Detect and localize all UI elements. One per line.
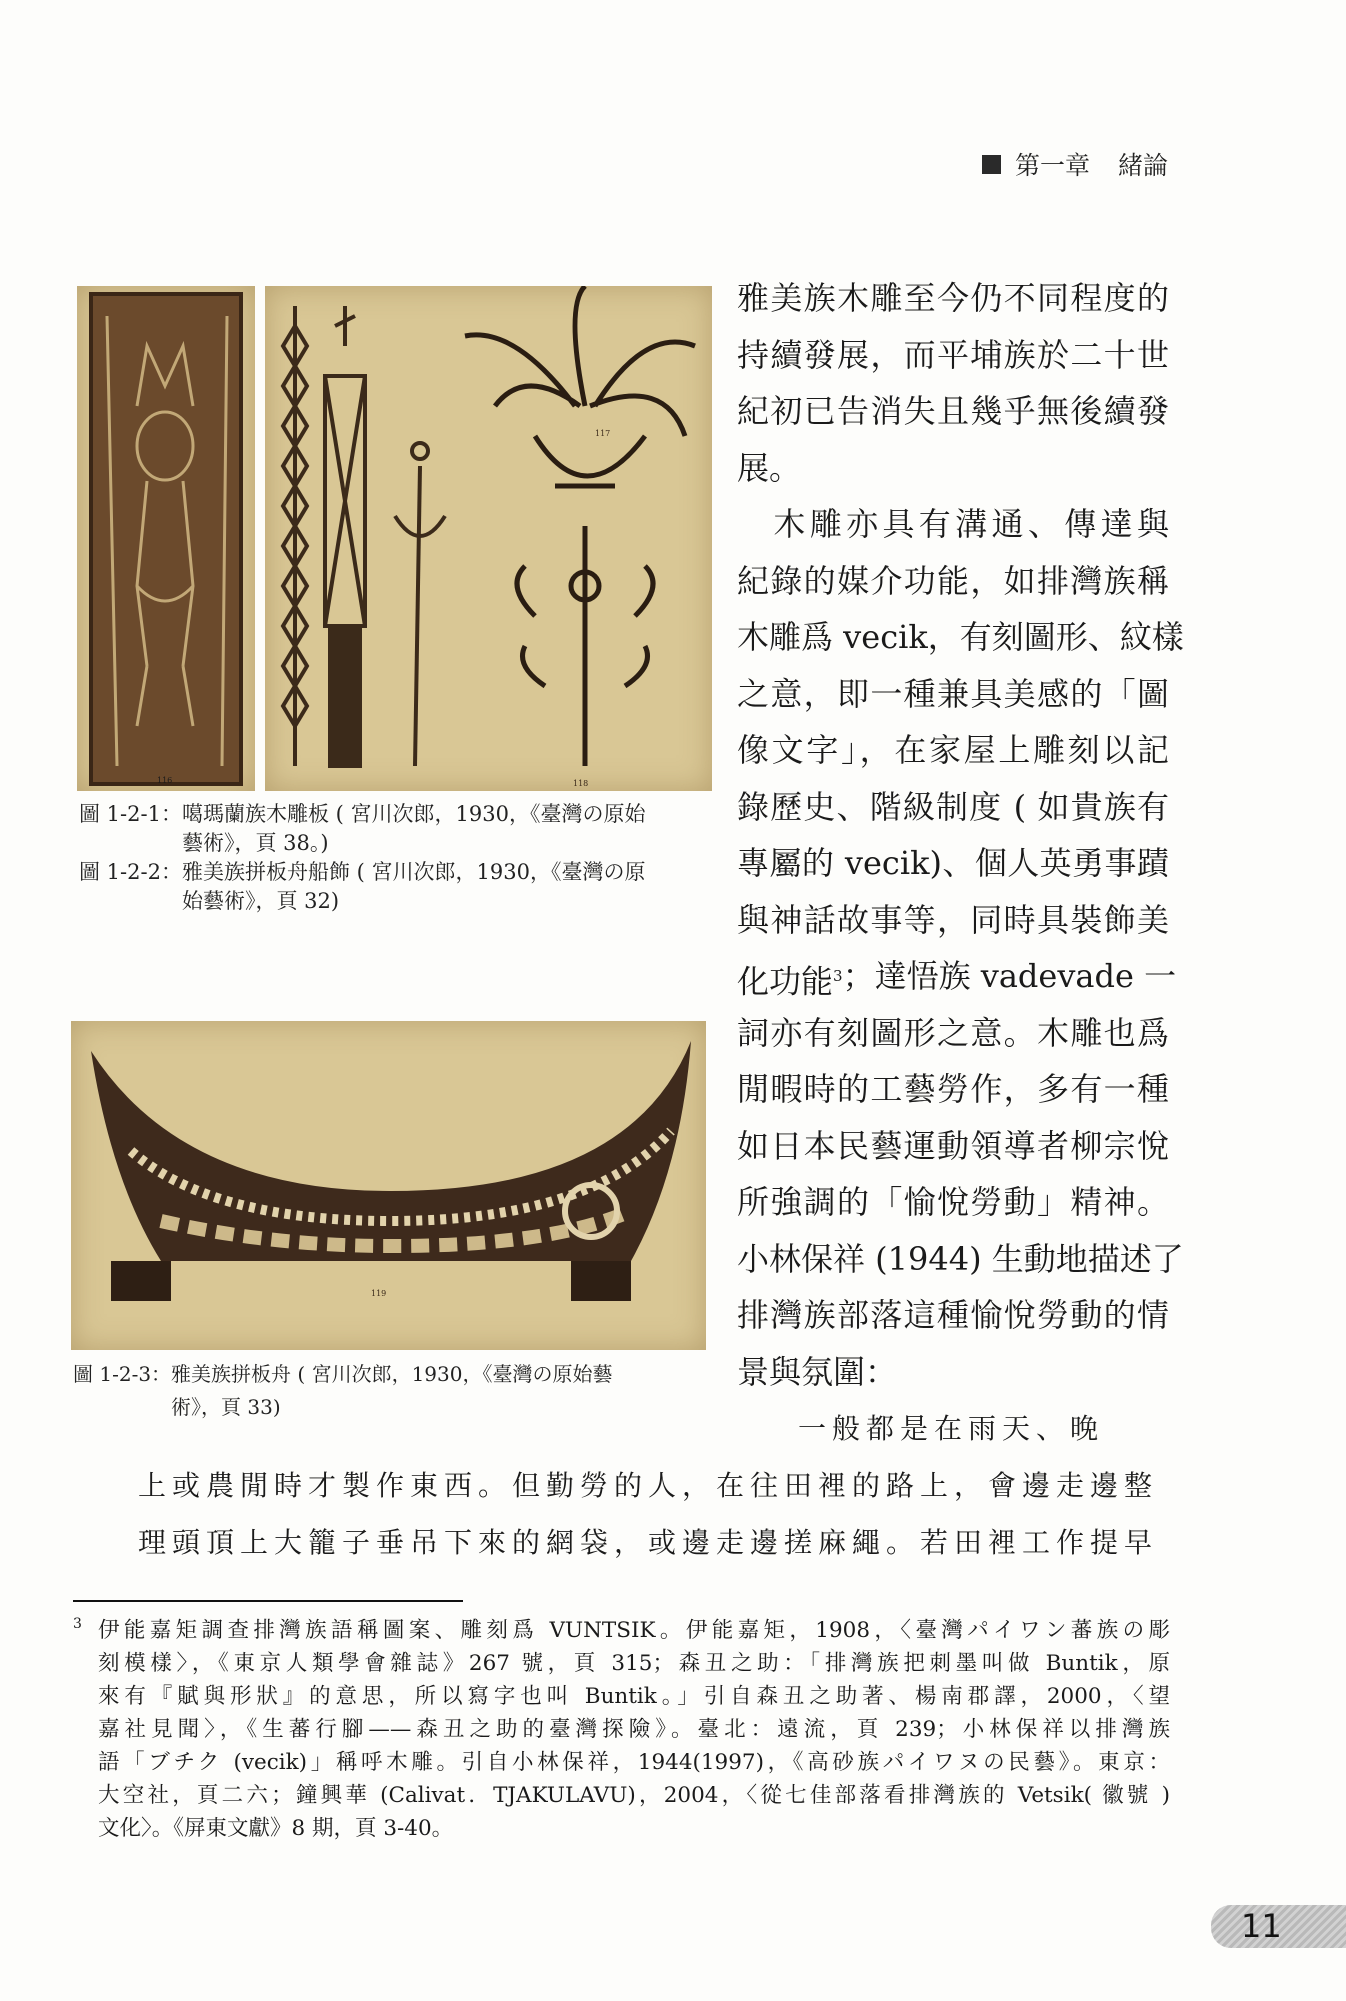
- body-line: 之意，即一種兼具美感的「圖: [737, 674, 1169, 713]
- caption-1-2-2: [79, 858, 712, 916]
- page-number: 11: [1241, 1907, 1282, 1945]
- boat-ornaments-image: [265, 286, 712, 791]
- body-line: 小林保祥 (1944) 生動地描述了: [737, 1239, 1184, 1278]
- body-line: 如日本民藝運動領導者柳宗悅: [737, 1126, 1169, 1165]
- caption-line: 藝術》，頁 38。): [181, 831, 329, 855]
- body-text-column: [737, 279, 1184, 1411]
- body-line: 紀錄的媒介功能，如排灣族稱: [737, 561, 1169, 600]
- footnote-line: 文化〉。《屏東文獻》8 期，頁 3-40。: [98, 1816, 454, 1841]
- footnote: [98, 1614, 1170, 1845]
- footnote-line: 來有『賦與形狀』的意思，所以寫字也叫 Buntik。」引自森丑之助著、楊南郡譯，2000，〈望: [98, 1684, 1170, 1709]
- figure-plank-boat: [71, 1021, 706, 1350]
- body-line: 木雕爲 vecik，有刻圖形、紋樣: [737, 618, 1184, 656]
- body-line: 持續發展，而平埔族於二十世: [737, 335, 1169, 374]
- square-bullet-icon: [982, 155, 1001, 174]
- page-number-tab: [1211, 1905, 1346, 1948]
- caption-line: 雅美族拼板舟 ( 宮川次郎，1930，《臺灣の原始藝: [171, 1362, 613, 1386]
- figure-number-116: 116: [157, 776, 173, 785]
- footnote-number: 3: [73, 1616, 82, 1632]
- caption-label: 圖 1-2-3：: [73, 1362, 172, 1386]
- running-header: [982, 146, 1168, 182]
- footnote-reference[interactable]: 3: [833, 967, 843, 985]
- block-quote: [138, 1412, 1159, 1583]
- footnote-line: 伊能嘉矩調查排灣族語稱圖案、雕刻爲 VUNTSIK。伊能嘉矩，1908，〈臺灣パイワン蕃族の彫: [98, 1618, 1170, 1643]
- caption-line: 噶瑪蘭族木雕板 ( 宮川次郎，1930，《臺灣の原始: [181, 802, 646, 826]
- caption-label: 圖 1-2-2：: [79, 860, 182, 884]
- quote-line: 理頭頂上大籠子垂吊下來的網袋，或邊走邊搓麻繩。若田裡工作提早: [138, 1526, 1159, 1559]
- caption-label: 圖 1-2-1：: [79, 802, 182, 826]
- body-line: 閒暇時的工藝勞作，多有一種: [737, 1070, 1169, 1108]
- body-line: 排灣族部落這種愉悅勞動的情: [737, 1296, 1169, 1334]
- caption-line: 術》，頁 33): [171, 1395, 281, 1419]
- figure-number-117: 117: [595, 429, 611, 438]
- quote-line: 上或農閒時才製作東西。但勤勞的人，在往田裡的路上，會邊走邊整: [138, 1469, 1159, 1502]
- footnote-rule: [73, 1600, 463, 1602]
- figure-boat-ornaments: [265, 286, 712, 791]
- figure-carved-board: [77, 286, 255, 791]
- chapter-label: 第一章: [1015, 151, 1091, 180]
- figure-captions-1-2: [79, 800, 712, 916]
- body-line: 所強調的「愉悅勞動」精神。: [737, 1183, 1169, 1221]
- body-line: 詞亦有刻圖形之意。木雕也爲: [737, 1013, 1169, 1052]
- body-line: 紀初已告消失且幾乎無後續發: [737, 392, 1169, 430]
- body-line: 專屬的 vecik)、個人英勇事蹟: [737, 844, 1169, 882]
- caption-line: 始藝術》，頁 32): [181, 889, 340, 913]
- caption-1-2-1: [79, 800, 712, 858]
- body-line: [737, 957, 1177, 1016]
- body-line: 雅美族木雕至今仍不同程度的: [737, 279, 1169, 317]
- body-line: 展。: [737, 448, 802, 487]
- figure-number-119: 119: [371, 1289, 387, 1298]
- carved-board-image: [77, 286, 255, 791]
- footnote-line: 語「ブチク (vecik)」稱呼木雕。引自小林保祥，1944(1997)，《高砂族パイワヌの民藝》。東京：: [98, 1750, 1170, 1775]
- body-line: 像文字」，在家屋上雕刻以記: [737, 731, 1169, 769]
- caption-line: 雅美族拼板舟船飾 ( 宮川次郎，1930，《臺灣の原: [181, 860, 646, 884]
- plank-boat-image: [71, 1021, 706, 1350]
- body-line-part: ；達悟族 vadevade 一: [842, 957, 1177, 995]
- footnote-line: 刻模樣〉，《東京人類學會雜誌》267 號，頁 315；森丑之助：「排灣族把刺墨叫做 Buntik，原: [98, 1651, 1170, 1676]
- footnote-line: 嘉社見聞〉，《生蕃行腳——森丑之助的臺灣探險》。臺北：遠流，頁 239；小林保祥以排灣族: [98, 1717, 1170, 1742]
- footnote-line: 大空社，頁二六；鐘興華 (Calivat．TJAKULAVU)，2004，〈從七佳部落看排灣族的 Vetsik( 徽號 ): [98, 1783, 1170, 1808]
- body-line-part: 化功能: [737, 962, 834, 1001]
- quote-line: 一般都是在雨天、晚: [797, 1412, 1104, 1445]
- body-line: 與神話故事等，同時具裝飾美: [737, 900, 1169, 939]
- body-line: 錄歷史、階級制度 ( 如貴族有: [737, 787, 1169, 826]
- chapter-title: 緒論: [1118, 151, 1169, 180]
- body-line: 景與氛圍：: [737, 1352, 898, 1391]
- figure-number-118: 118: [573, 779, 589, 788]
- body-line: 木雕亦具有溝通、傳達與: [737, 505, 1169, 543]
